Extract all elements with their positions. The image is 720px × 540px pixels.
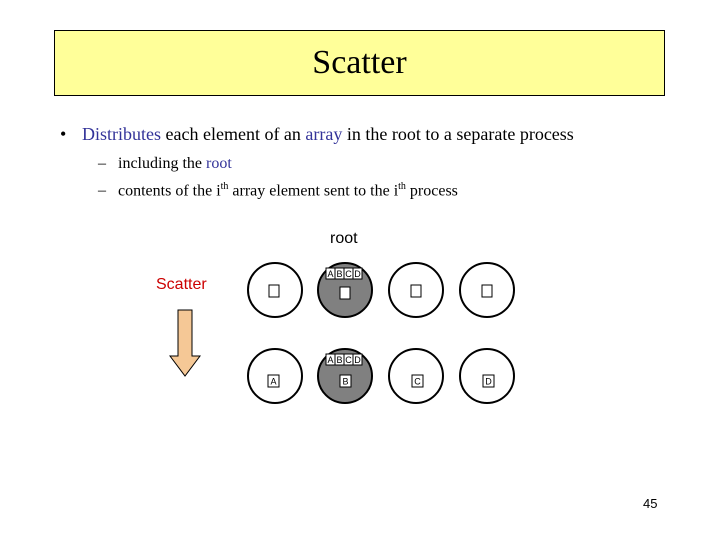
root-array-top	[326, 268, 362, 279]
sub2-text-2: array element sent to the i	[228, 182, 399, 200]
empty-buffer-0	[269, 285, 279, 297]
sub1-text: including the	[118, 155, 206, 172]
bullet-keyword-array: array	[305, 124, 343, 144]
scatter-label: Scatter	[156, 276, 207, 293]
array-cell-label: A	[327, 355, 334, 365]
sub2-sup-2: th	[398, 181, 406, 192]
empty-buffer-1	[340, 287, 350, 299]
received-label-0: A	[270, 376, 277, 387]
array-cell-label: A	[327, 269, 334, 279]
array-cell-label: D	[354, 355, 361, 365]
bullet-text-2: in the root to a separate process	[342, 124, 574, 144]
down-arrow-icon	[170, 310, 200, 376]
array-cell-label: B	[336, 355, 343, 365]
sub-dash-1: –	[98, 155, 106, 172]
sub-dash-2: –	[98, 182, 106, 200]
empty-buffer-2	[411, 285, 421, 297]
bullet-keyword-distributes: Distributes	[82, 124, 161, 144]
empty-buffer-3	[482, 285, 492, 297]
bullet-marker: •	[60, 124, 67, 144]
slide-title: Scatter	[312, 44, 407, 81]
sub2-text-1: contents of the i	[118, 182, 221, 200]
sub2-text-3: process	[405, 182, 458, 200]
array-cell-label: C	[345, 269, 352, 279]
received-label-1: B	[342, 376, 349, 387]
received-label-3: D	[485, 376, 492, 387]
sub1-keyword-root: root	[205, 155, 232, 172]
received-label-2: C	[414, 376, 421, 387]
sub2-sup-1: th	[220, 181, 229, 192]
array-cell-label: B	[336, 269, 343, 279]
root-array-bottom	[326, 354, 362, 365]
root-label: root	[330, 230, 358, 247]
bullet-text-1: each element of an	[161, 124, 306, 144]
page-number: 45	[643, 496, 658, 511]
array-cell-label: D	[354, 269, 361, 279]
array-cell-label: C	[345, 355, 352, 365]
